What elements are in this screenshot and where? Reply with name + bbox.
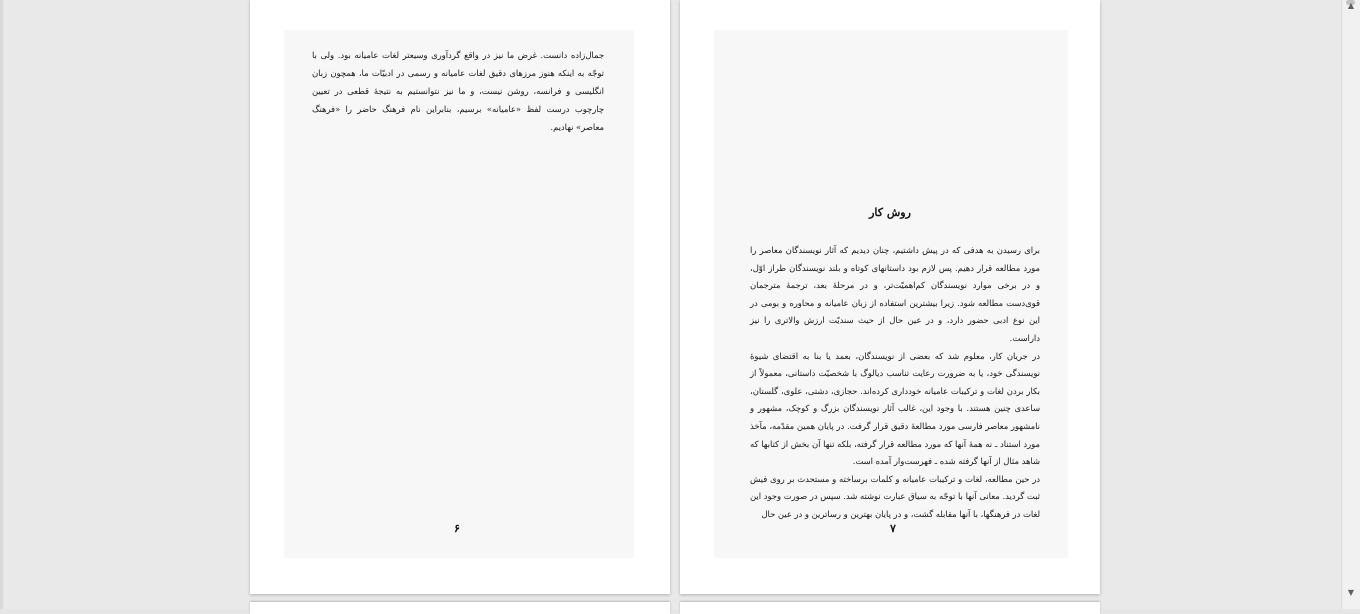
paragraph: جمال‌زاده دانست. غرض ما نیز در واقع گردآوری وسیعتر لغات عامیانه بود. ولی با توجّه به اینکه هنوز مرزهای دقیق لغات عامیانه و رسمی در ادبیّات ما، همچون زبان انگلیسی و فرانسه، روشن نیست، و ما نیز نتوانستیم به نتیجهٔ قطعی در تعیین چارچوب درست لفظ «عامیانه» برسیم، بنابراین نام فرهنگ حاضر را «فرهنگ معاصر» نهادیم. — [312, 50, 604, 132]
paragraph: در حین مطالعه، لغات و ترکیبات عامیانه و کلمات برساخته و مستحدث بر روی فیش ثبت گردید. معانی آنها با توجّه به سیاق عبارت نوشته شد. سپس در صورت وجود این لغات در فرهنگها، با آنها مقابله گشت، و در پایان بهترین و رساترین و در عین حال — [750, 473, 1040, 519]
paragraph: برای رسیدن به هدفی که در پیش داشتیم، چنان دیدیم که آثار نویسندگان معاصر را مورد مطالعه قرار دهیم. پس لازم بود داستانهای کوتاه و بلند نویسندگان طراز اوّل، و در برخی موارد نویسندگان کم‌اهمیّت‌تر، و در مرحلهٔ بعد، ترجمهٔ مترجمان قوی‌دست مطالعه شود. زیرا بیشترین استفاده از زبان عامیانه و محاوره و بومی در این نوع ادبی حضور دارد، و در عین حال از حیث سندیّت ارزش والاتری را نیز داراست. — [750, 245, 1040, 343]
next-page-left-edge — [250, 602, 670, 614]
page-body-text — [750, 242, 1040, 524]
document-page-7 — [680, 0, 1100, 594]
scroll-down-arrow-icon[interactable]: ▼ — [1347, 588, 1355, 597]
next-page-right-edge — [680, 602, 1100, 614]
paragraph: در جریان کار، معلوم شد که بعضی از نویسندگان، بعمد یا بنا به اقتضای شیوهٔ نویسندگی خود، یا به ضرورت رعایت تناسب دیالوگ با شخصیّت داستانی، معمولاً از بکار بردن لغات و ترکیبات عامیانه خودداری کرده‌اند. حجازی، دشتی، علوی، گلستان، ساعدی چنین هستند. با وجود این، غالب آثار نویسندگان بزرگ و کوچک، مشهور و نامشهور معاصر فارسی مورد مطالعهٔ دقیق قرار گرفت. در پایان همین مقدّمه، مآخذ مورد استناد ـ نه همهٔ آنها که مورد مطالعه قرار گرفته، بلکه تنها آن بخش از کتابها که شاهد مثال از آنها گرفته شده ـ فهرست‌وار آمده است. — [750, 350, 1040, 467]
page-number: ۷ — [890, 522, 896, 535]
section-heading: روش کار — [869, 206, 911, 219]
page-body-text — [312, 46, 604, 136]
document-page-6 — [250, 0, 670, 594]
vertical-scrollbar[interactable] — [1341, 0, 1360, 609]
page-number: ۶ — [454, 522, 460, 535]
scroll-up-arrow-icon[interactable]: ▲ — [1347, 1, 1355, 10]
